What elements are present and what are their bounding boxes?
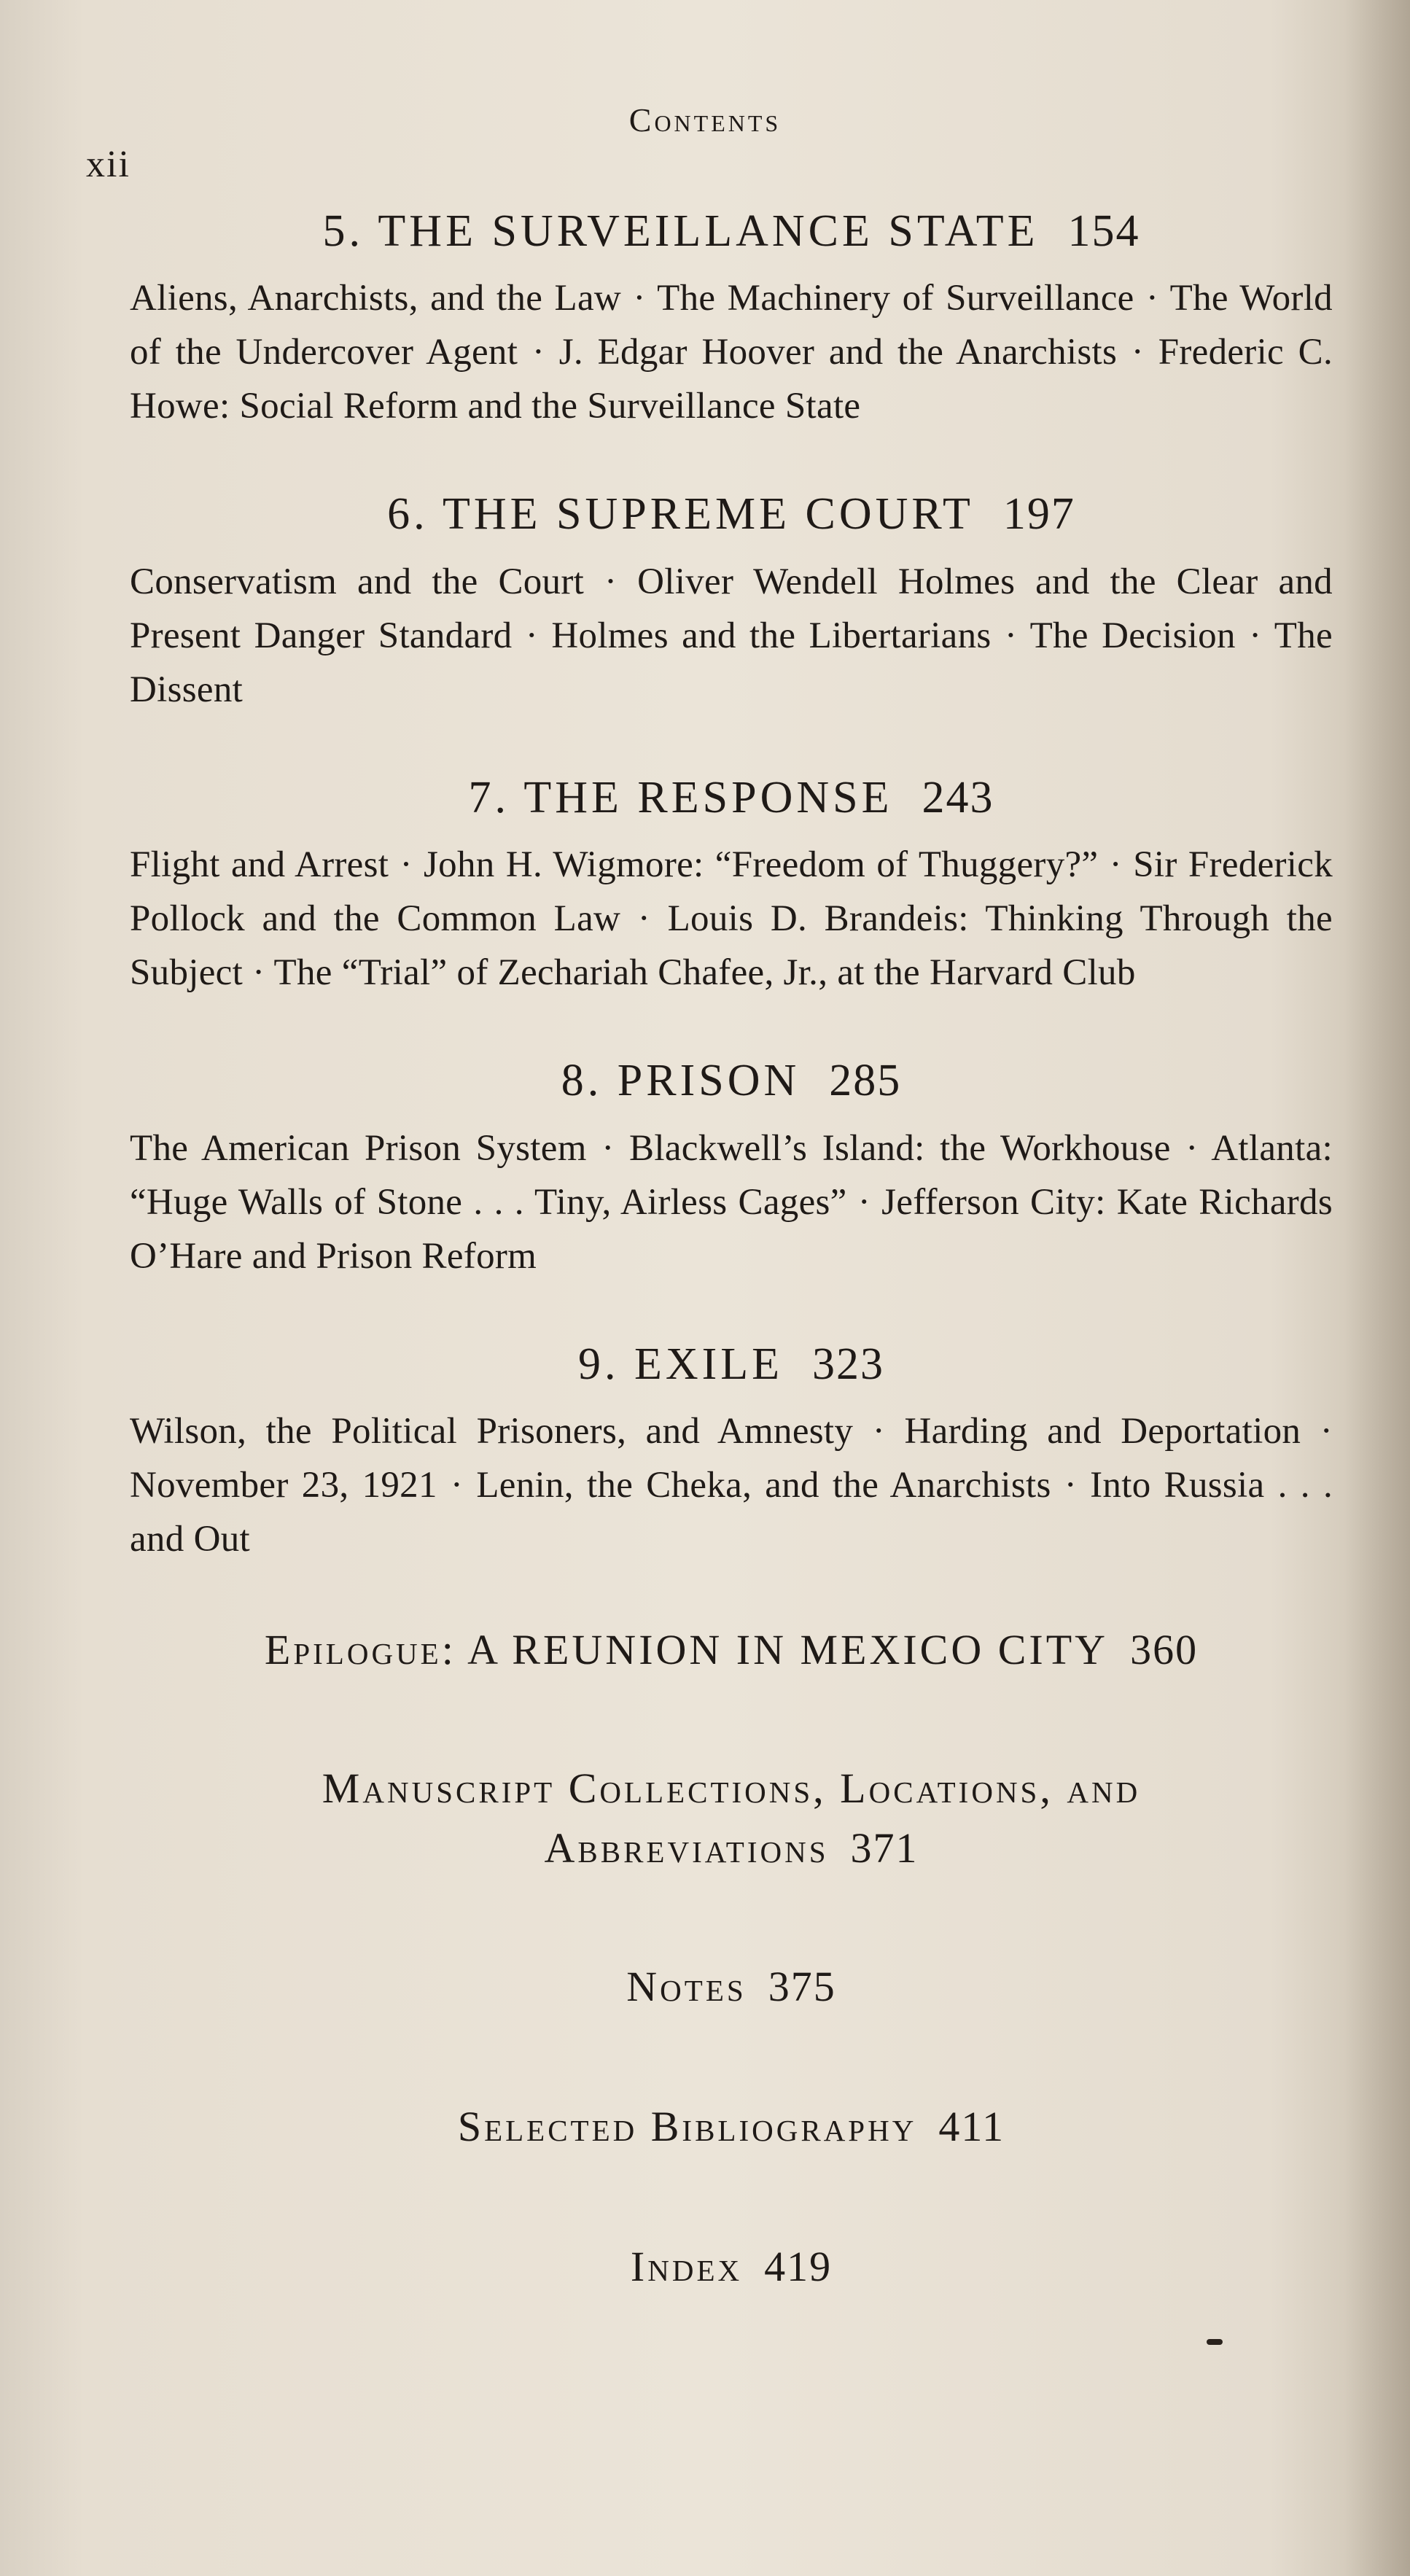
chapter-entry	[130, 1054, 1333, 1283]
manuscripts-page-number: 371	[850, 1824, 919, 1872]
chapter-page-number: 197	[1002, 489, 1075, 540]
chapter-description: The American Prison System · Blackwell’s Island: the Workhouse · Atlanta: “Huge Walls of Stone . . . Tiny, Airless Cages” · Jefferson City: Kate Richards O’Hare and Prison Reform	[130, 1127, 1333, 1277]
chapter-page-number: 285	[829, 1056, 902, 1106]
epilogue-entry	[130, 1620, 1333, 1680]
notes-entry	[130, 1957, 1333, 2017]
chapter-title: 9. EXILE	[577, 1339, 784, 1389]
chapter-title: 7. THE RESPONSE	[468, 772, 893, 822]
running-head: Contents	[628, 101, 782, 139]
chapter-page-number: 243	[922, 772, 994, 822]
chapter-title: 8. PRISON	[561, 1056, 801, 1106]
chapter-entry	[130, 1337, 1333, 1566]
index-page-number: 419	[764, 2242, 833, 2290]
notes-page-number: 375	[768, 1962, 836, 2010]
page-curl-shadow	[1344, 0, 1410, 2576]
chapter-title: 6. THE SUPREME COURT	[387, 489, 974, 540]
chapter-heading	[130, 771, 1333, 825]
epilogue-label: Epilogue: A REUNION IN MEXICO CITY	[264, 1625, 1109, 1673]
contents-list	[130, 204, 1333, 2297]
bibliography-entry	[130, 2097, 1333, 2157]
index-label: Index	[630, 2242, 743, 2290]
ink-speck	[1207, 2339, 1223, 2345]
manuscripts-label: Manuscript Collections, Locations, and Abbreviations	[322, 1764, 1141, 1872]
chapter-heading	[130, 1337, 1333, 1391]
epilogue-page-number: 360	[1130, 1625, 1199, 1673]
chapter-description: Flight and Arrest · John H. Wigmore: “Freedom of Thuggery?” · Sir Frederick Pollock and the Common Law · Louis D. Brandeis: Thinking Through the Subject · The “Trial” of Zechariah Chafee, Jr., at the Harvard Club	[130, 844, 1333, 994]
chapter-page-number: 323	[812, 1339, 885, 1389]
bibliography-label: Selected Bibliography	[457, 2102, 917, 2150]
chapter-title: 5. THE SURVEILLANCE STATE	[322, 206, 1039, 256]
chapter-heading	[130, 1054, 1333, 1108]
bibliography-page-number: 411	[938, 2102, 1005, 2150]
chapter-page-number: 154	[1067, 206, 1140, 256]
index-entry	[130, 2237, 1333, 2297]
chapter-heading	[130, 204, 1333, 258]
chapter-description: Conservatism and the Court · Oliver Wendell Holmes and the Clear and Present Danger Standard · Holmes and the Libertarians · The Decision · The Dissent	[130, 561, 1333, 710]
chapter-entry	[130, 204, 1333, 433]
notes-label: Notes	[626, 1962, 747, 2010]
manuscripts-entry	[130, 1759, 1333, 1878]
page-folio: xii	[86, 144, 131, 185]
chapter-description: Aliens, Anarchists, and the Law · The Machinery of Surveillance · The World of the Undercover Agent · J. Edgar Hoover and the Anarchists · Frederic C. Howe: Social Reform and the Surveillance State	[130, 278, 1333, 427]
chapter-heading	[130, 487, 1333, 541]
chapter-entry	[130, 771, 1333, 1000]
chapter-description: Wilson, the Political Prisoners, and Amnesty · Harding and Deportation · November 23, 1921 · Lenin, the Cheka, and the Anarchists · Into Russia . . . and Out	[130, 1410, 1333, 1560]
chapter-entry	[130, 487, 1333, 716]
